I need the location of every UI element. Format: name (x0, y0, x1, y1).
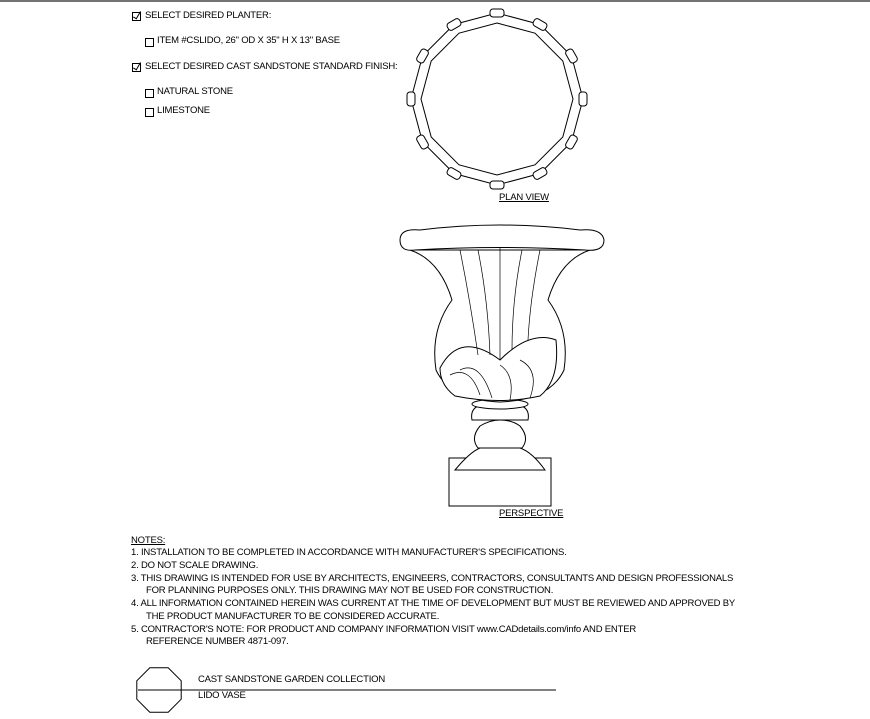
plan-rim-block (532, 18, 548, 32)
plan-view-drawing (407, 9, 587, 189)
natural-stone-label: NATURAL STONE (157, 86, 233, 97)
planter-item-checkbox[interactable] (145, 38, 154, 47)
plan-outline (421, 23, 573, 175)
note-line: THE PRODUCT MANUFACTURER TO BE CONSIDERED ACCURATE. (146, 611, 440, 622)
plan-rim-block (579, 92, 587, 106)
plan-rim-block (565, 134, 579, 150)
note-line: 5. CONTRACTOR'S NOTE: FOR PRODUCT AND COMPANY INFORMATION VISIT www.CADdetails.com/info AND ENTER (131, 624, 636, 635)
plan-rim-block (446, 167, 462, 181)
finish-heading-label: SELECT DESIRED CAST SANDSTONE STANDARD FINISH: (145, 61, 398, 72)
note-line: 1. INSTALLATION TO BE COMPLETED IN ACCORDANCE WITH MANUFACTURER'S SPECIFICATIONS. (131, 547, 567, 558)
planter-item-label: ITEM #CSLIDO, 26" OD X 35" H X 13" BASE (157, 35, 340, 46)
plan-rim-block (416, 134, 430, 150)
finish-heading-checkbox[interactable] (132, 63, 141, 72)
plan-rim-block (416, 48, 430, 64)
note-line: 3. THIS DRAWING IS INTENDED FOR USE BY ARCHITECTS, ENGINEERS, CONTRACTORS, CONSULTANTS AND DESIGN PROFESSIONALS (131, 573, 734, 584)
plan-rim-block (490, 9, 504, 17)
product-title: LIDO VASE (198, 690, 246, 701)
collection-title: CAST SANDSTONE GARDEN COLLECTION (198, 674, 385, 685)
plan-outline (411, 13, 583, 185)
plan-view-label: PLAN VIEW (499, 192, 549, 203)
note-line: 2. DO NOT SCALE DRAWING. (131, 560, 259, 571)
planter-heading-label: SELECT DESIRED PLANTER: (145, 10, 272, 21)
plan-rim-block (565, 48, 579, 64)
plan-rim-block (490, 181, 504, 189)
notes-title: NOTES: (131, 535, 166, 546)
limestone-checkbox[interactable] (145, 108, 154, 117)
note-line: REFERENCE NUMBER 4871-097. (146, 636, 289, 647)
limestone-label: LIMESTONE (157, 105, 210, 116)
natural-stone-checkbox[interactable] (145, 89, 154, 98)
plan-rim-block (407, 92, 415, 106)
plan-rim-block (446, 18, 462, 32)
note-line: 4. ALL INFORMATION CONTAINED HEREIN WAS CURRENT AT THE TIME OF DEVELOPMENT BUT MUST BE REVIEWED AND APPROVED BY (131, 598, 736, 609)
note-line: FOR PLANNING PURPOSES ONLY. THIS DRAWING MAY NOT BE USED FOR CONSTRUCTION. (146, 585, 554, 596)
planter-heading-checkbox[interactable] (132, 12, 141, 21)
perspective-label: PERSPECTIVE (499, 508, 564, 519)
vase-perspective-drawing (400, 225, 604, 506)
plan-rim-block (532, 167, 548, 181)
